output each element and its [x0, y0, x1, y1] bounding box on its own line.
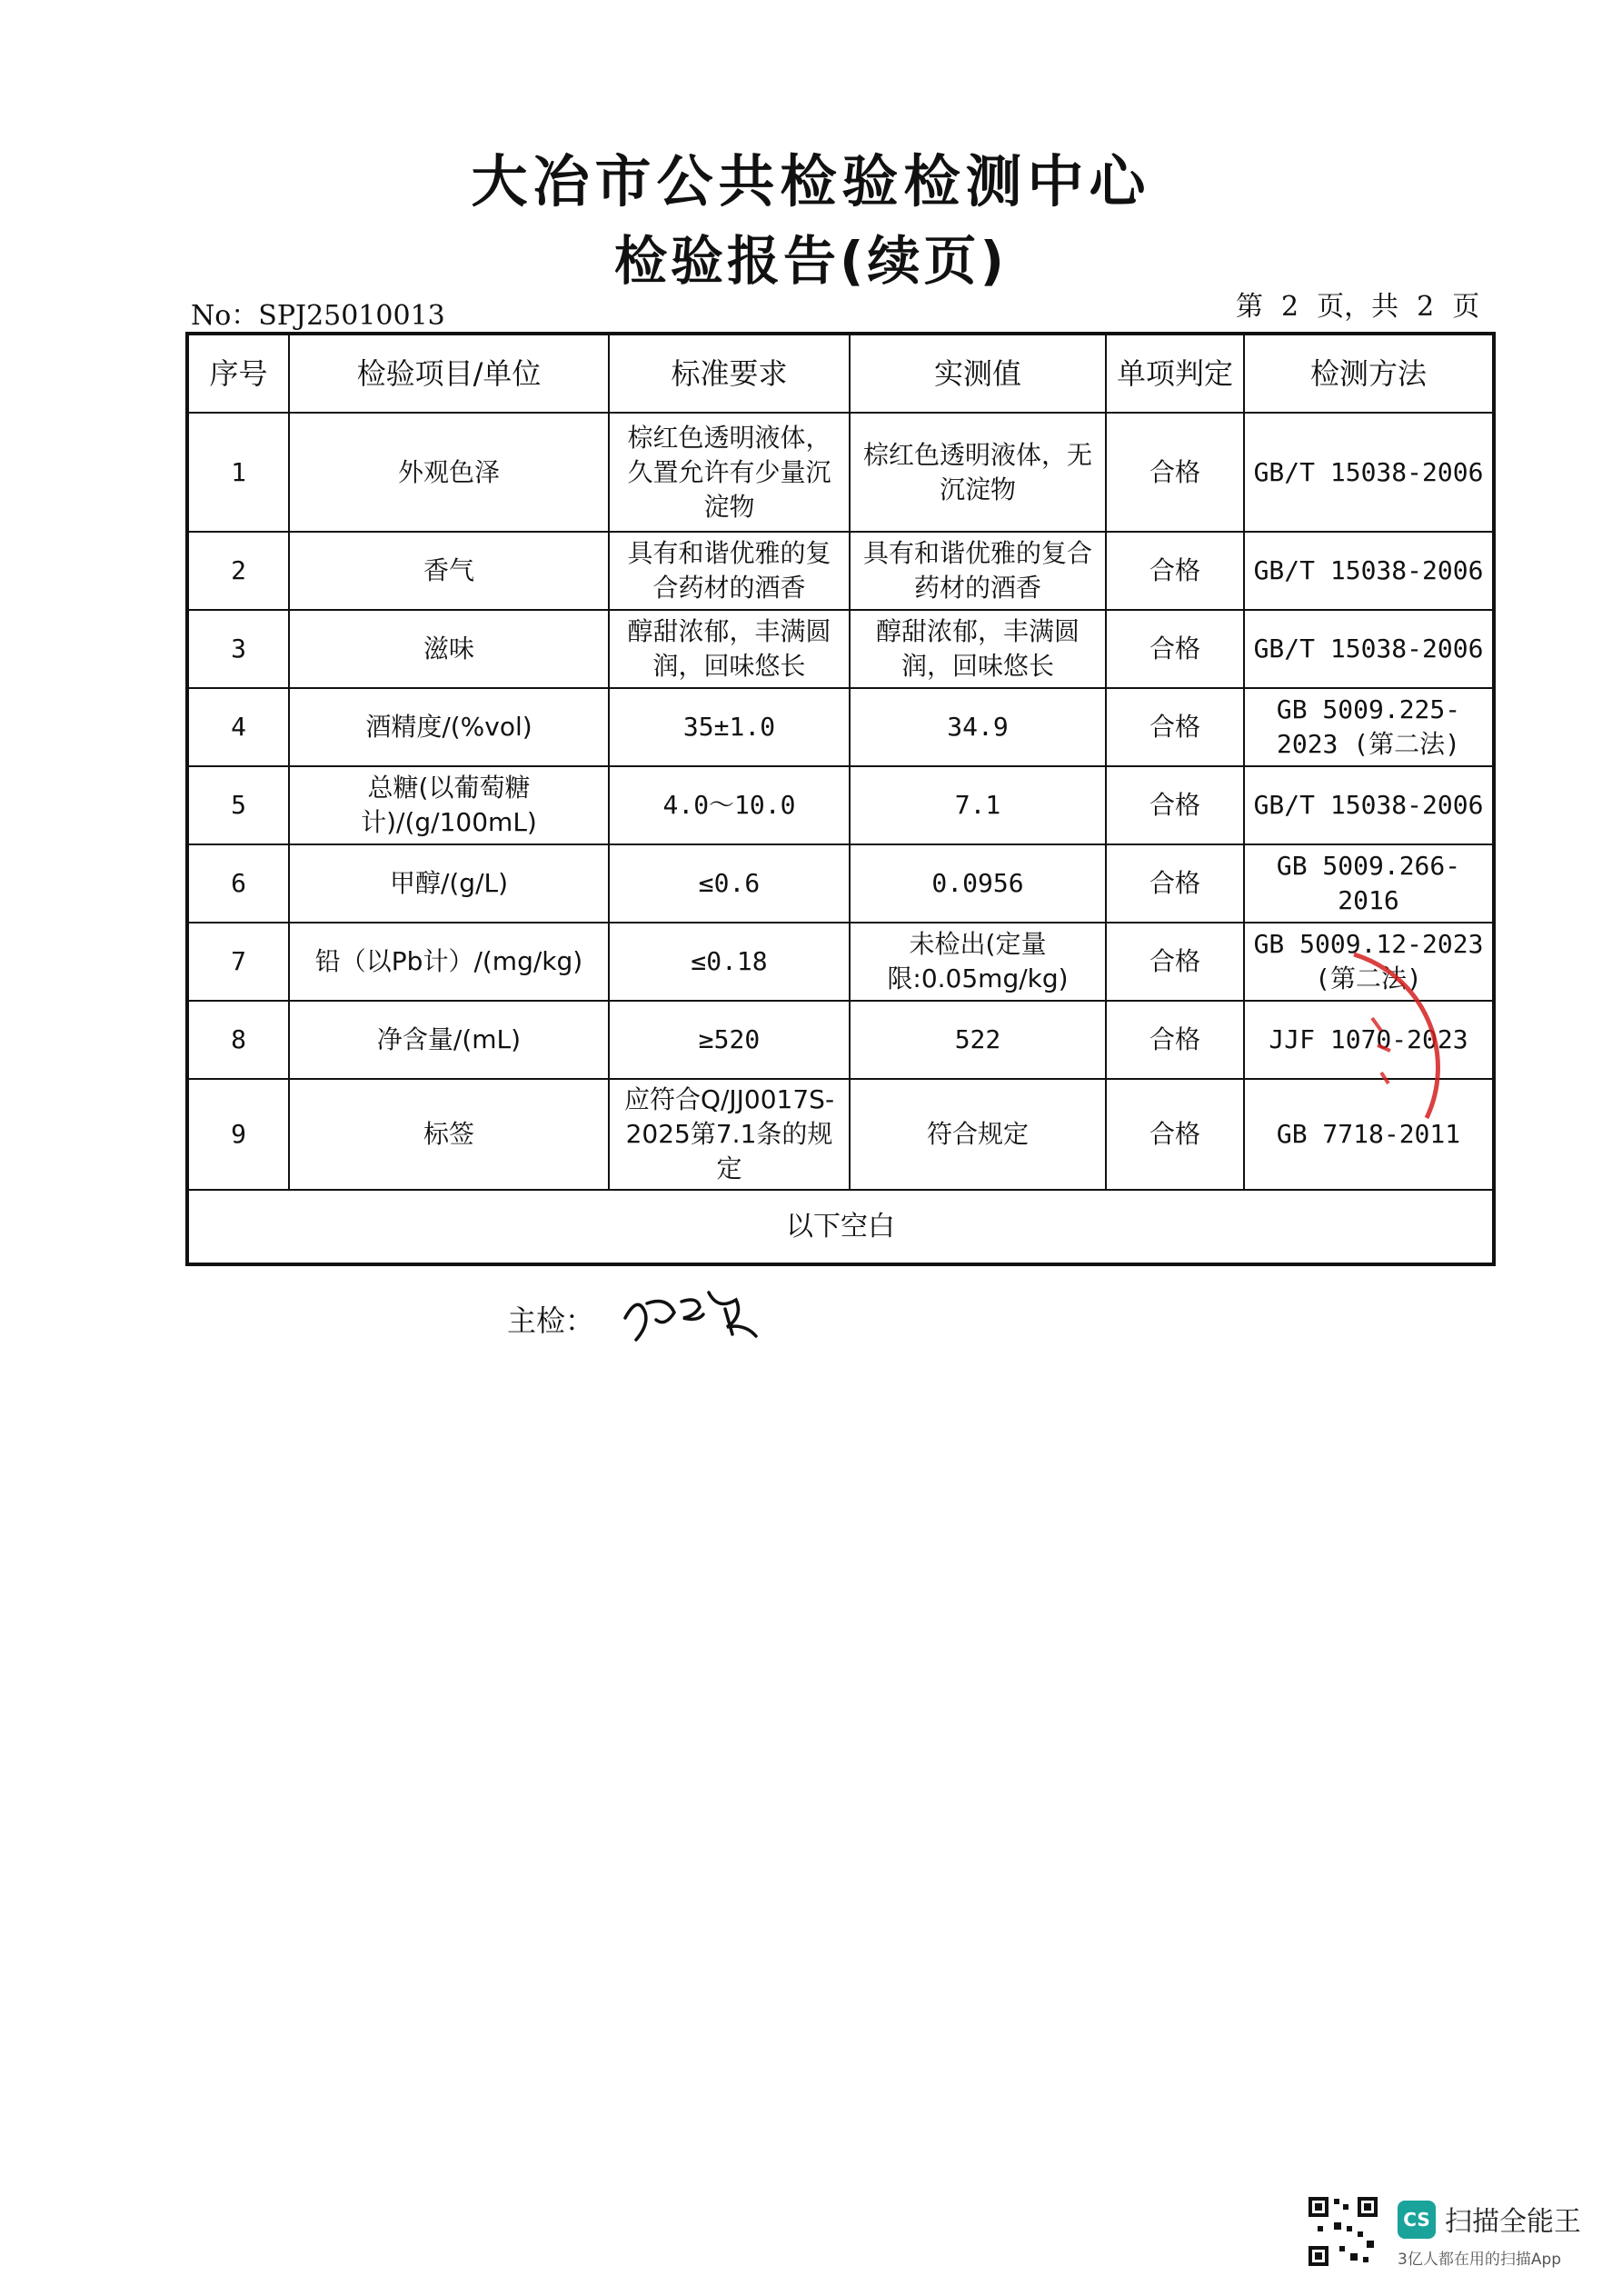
row-item: 总糖(以葡萄糖计)/(g/100mL) — [289, 766, 609, 844]
row-measured: 0.0956 — [850, 844, 1106, 923]
row-measured: 符合规定 — [850, 1079, 1106, 1190]
row-measured: 未检出(定量限:0.05mg/kg) — [850, 923, 1106, 1001]
table-row — [187, 1001, 1494, 1079]
qr-code-icon — [1307, 2195, 1379, 2268]
row-verdict: 合格 — [1106, 844, 1244, 923]
row-no: 7 — [187, 923, 289, 1001]
row-standard: ≤0.18 — [609, 923, 850, 1001]
row-no: 9 — [187, 1079, 289, 1190]
app-tagline: 3亿人都在用的扫描App — [1398, 2251, 1562, 2269]
row-standard: ≤0.6 — [609, 844, 850, 923]
row-measured: 34.9 — [850, 688, 1106, 766]
row-item: 净含量/(mL) — [289, 1001, 609, 1079]
row-item: 酒精度/(%vol) — [289, 688, 609, 766]
row-no: 3 — [187, 610, 289, 688]
row-method: GB/T 15038-2006 — [1244, 610, 1494, 688]
page-total: 2 — [1417, 291, 1435, 323]
row-measured: 7.1 — [850, 766, 1106, 844]
stamp-arc — [1354, 954, 1438, 1118]
row-standard: 具有和谐优雅的复合药材的酒香 — [609, 532, 850, 610]
col-header-no: 序号 — [187, 334, 289, 413]
page-label-prefix: 第 — [1236, 291, 1263, 323]
table-row — [187, 413, 1494, 532]
row-item: 铅（以Pb计）/(mg/kg) — [289, 923, 609, 1001]
row-measured: 具有和谐优雅的复合药材的酒香 — [850, 532, 1106, 610]
stamp-mark — [1372, 1018, 1390, 1083]
row-method: GB 5009.225-2023 (第二法) — [1244, 688, 1494, 766]
row-method: GB 5009.12-2023 (第二法) — [1244, 923, 1494, 1001]
row-verdict: 合格 — [1106, 766, 1244, 844]
blank-below-note: 以下空白 — [187, 1190, 1494, 1264]
row-item: 滋味 — [289, 610, 609, 688]
inspector-signature — [618, 1282, 772, 1345]
col-header-measured: 实测值 — [850, 334, 1106, 413]
table-row — [187, 1079, 1494, 1190]
table-footer-row — [187, 1190, 1494, 1264]
inspection-table — [185, 332, 1496, 1266]
row-standard: ≥520 — [609, 1001, 850, 1079]
row-item: 标签 — [289, 1079, 609, 1190]
row-verdict: 合格 — [1106, 688, 1244, 766]
app-name: 扫描全能王 — [1445, 2206, 1581, 2238]
table-row — [187, 923, 1494, 1001]
page-label-mid: 页，共 — [1317, 291, 1399, 323]
col-header-item: 检验项目/单位 — [289, 334, 609, 413]
official-stamp — [1318, 936, 1481, 1145]
row-method: GB/T 15038-2006 — [1244, 766, 1494, 844]
table-row — [187, 610, 1494, 688]
row-standard: 应符合Q/JJ0017S-2025第7.1条的规定 — [609, 1079, 850, 1190]
table-row — [187, 766, 1494, 844]
org-title: 大冶市公共检验检测中心 — [471, 148, 1151, 215]
row-measured: 522 — [850, 1001, 1106, 1079]
row-measured: 醇甜浓郁，丰满圆润，回味悠长 — [850, 610, 1106, 688]
col-header-standard: 标准要求 — [609, 334, 850, 413]
row-verdict: 合格 — [1106, 1001, 1244, 1079]
row-standard: 棕红色透明液体，久置允许有少量沉淀物 — [609, 413, 850, 532]
report-title: 检验报告(续页) — [613, 230, 1009, 292]
row-verdict: 合格 — [1106, 923, 1244, 1001]
camscanner-logo-icon: CS — [1398, 2201, 1436, 2239]
row-no: 8 — [187, 1001, 289, 1079]
row-verdict: 合格 — [1106, 532, 1244, 610]
col-header-method: 检测方法 — [1244, 334, 1494, 413]
row-item: 香气 — [289, 532, 609, 610]
row-standard: 4.0～10.0 — [609, 766, 850, 844]
row-method: GB 5009.266-2016 — [1244, 844, 1494, 923]
row-standard: 35±1.0 — [609, 688, 850, 766]
table-row — [187, 532, 1494, 610]
row-method: JJF 1070-2023 — [1244, 1001, 1494, 1079]
row-measured: 棕红色透明液体，无沉淀物 — [850, 413, 1106, 532]
row-verdict: 合格 — [1106, 610, 1244, 688]
row-verdict: 合格 — [1106, 413, 1244, 532]
table-header-row — [187, 334, 1494, 413]
row-standard: 醇甜浓郁，丰满圆润，回味悠长 — [609, 610, 850, 688]
table-row — [187, 688, 1494, 766]
inspector-label: 主检： — [507, 1303, 595, 1338]
row-no: 4 — [187, 688, 289, 766]
row-verdict: 合格 — [1106, 1079, 1244, 1190]
row-item: 外观色泽 — [289, 413, 609, 532]
page-indicator — [1227, 284, 1488, 324]
row-method: GB/T 15038-2006 — [1244, 413, 1494, 532]
row-no: 2 — [187, 532, 289, 610]
col-header-verdict: 单项判定 — [1106, 334, 1244, 413]
row-no: 6 — [187, 844, 289, 923]
row-method: GB 7718-2011 — [1244, 1079, 1494, 1190]
row-no: 5 — [187, 766, 289, 844]
page-current: 2 — [1281, 291, 1299, 323]
scanner-app-watermark — [1307, 2195, 1607, 2272]
page-label-suffix: 页 — [1452, 291, 1480, 323]
row-item: 甲醇/(g/L) — [289, 844, 609, 923]
row-method: GB/T 15038-2006 — [1244, 532, 1494, 610]
report-number: No：SPJ25010013 — [191, 300, 445, 332]
table-row — [187, 844, 1494, 923]
row-no: 1 — [187, 413, 289, 532]
